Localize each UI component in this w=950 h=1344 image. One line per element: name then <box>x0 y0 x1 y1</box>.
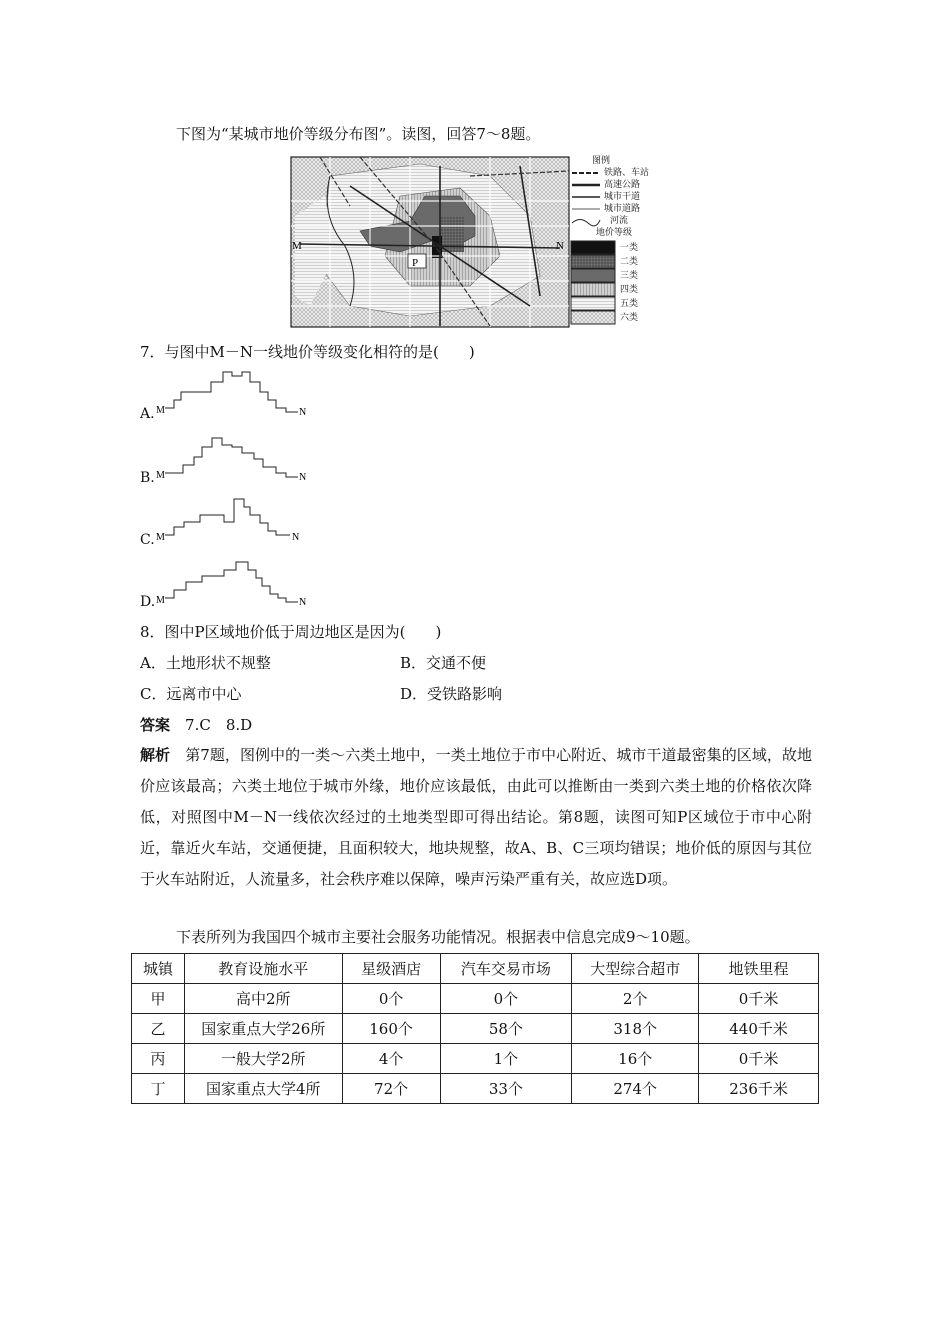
table-cell: 274个 <box>572 1074 699 1104</box>
table-row <box>132 1074 819 1104</box>
header-cell: 城镇 <box>132 954 185 984</box>
n-label: N <box>556 240 564 252</box>
q7-option-b-profile <box>156 433 316 483</box>
table-cell: 58个 <box>440 1014 572 1044</box>
analysis-text: 第7题，图例中的一类～六类土地中，一类土地位于市中心附近、城市干道最密集的区域，故地价应该最高；六类土地位于城市外缘，地价应该最低，由此可以推断由一类到六类土地的价格依次降低，对照图中M－N一线依次经过的土地类型即可得出结论。第8题，读图可知P区域位于市中心附近，靠近火车站，交通便捷，且面积较大，地块规整，故A、B、C三项均错误；地价低的原因与其位于火车站附近，人流量多，社会秩序难以保障，噪声污染严重有关，故应选D项。 <box>140 746 812 888</box>
analysis-paragraph <box>140 740 812 895</box>
m-label: M <box>292 240 302 252</box>
q7-stem: 7．与图中M－N一线地价等级变化相符的是( ) <box>140 343 475 361</box>
svg-text:N: N <box>299 472 307 483</box>
table-cell: 4个 <box>342 1044 440 1074</box>
q8-option-a: A．土地形状不规整 <box>140 654 271 672</box>
land-price-map <box>290 156 570 328</box>
svg-text:N: N <box>299 597 307 608</box>
table-cell: 高中2所 <box>184 984 342 1014</box>
q7-option-d-profile <box>156 558 316 608</box>
q7-option-c-profile <box>156 495 316 545</box>
legend-line-symbols <box>570 168 602 228</box>
legend-class-1: 一类 <box>620 243 639 253</box>
intro-text: 下图为“某城市地价等级分布图”。读图，回答7～8题。 <box>176 125 541 143</box>
legend-title: 图例 <box>592 156 611 166</box>
legend-class-4: 四类 <box>620 285 639 295</box>
table-cell: 0千米 <box>699 1044 819 1074</box>
q8-stem: 8．图中P区域地价低于周边地区是因为( ) <box>140 623 442 641</box>
q7-option-b-label: B. <box>140 470 155 486</box>
svg-text:M: M <box>156 595 165 606</box>
svg-text:N: N <box>292 532 300 543</box>
legend-class-6: 六类 <box>620 313 639 323</box>
q8-option-d: D．受铁路影响 <box>400 685 503 703</box>
legend-railway: 铁路、车站 <box>604 168 650 178</box>
table-row <box>132 984 819 1014</box>
legend-street: 城市道路 <box>604 204 641 214</box>
header-cell: 汽车交易市场 <box>440 954 572 984</box>
header-cell: 大型综合超市 <box>572 954 699 984</box>
table-cell: 1个 <box>440 1044 572 1074</box>
table-cell: 0个 <box>342 984 440 1014</box>
table-cell: 440千米 <box>699 1014 819 1044</box>
table-cell: 0千米 <box>699 984 819 1014</box>
table-cell: 160个 <box>342 1014 440 1044</box>
table-intro: 下表所列为我国四个城市主要社会服务功能情况。根据表中信息完成9～10题。 <box>176 928 700 946</box>
legend-class-2: 二类 <box>620 257 639 267</box>
table-cell: 33个 <box>440 1074 572 1104</box>
header-cell: 地铁里程 <box>699 954 819 984</box>
q7-option-a-label: A. <box>140 406 155 422</box>
table-header-row <box>132 954 819 984</box>
svg-text:M: M <box>156 532 165 543</box>
q8-option-b: B．交通不便 <box>400 654 487 672</box>
table-row <box>132 1014 819 1044</box>
table-cell: 72个 <box>342 1074 440 1104</box>
legend-arterial: 城市干道 <box>604 192 641 202</box>
p-label: P <box>412 257 419 269</box>
legend-land-title: 地价等级 <box>596 228 633 238</box>
table-cell: 甲 <box>132 984 185 1014</box>
q7-option-d-label: D. <box>140 594 156 610</box>
table-row <box>132 1044 819 1074</box>
answer-label: 答案 <box>140 716 171 734</box>
legend-class-5: 五类 <box>620 299 639 309</box>
table-cell: 国家重点大学26所 <box>184 1014 342 1044</box>
table-cell: 丙 <box>132 1044 185 1074</box>
table-cell: 乙 <box>132 1014 185 1044</box>
header-cell: 教育设施水平 <box>184 954 342 984</box>
legend-class-3: 三类 <box>620 271 639 281</box>
legend-river: 河流 <box>610 216 629 226</box>
table-cell: 16个 <box>572 1044 699 1074</box>
q7-option-c-label: C. <box>140 532 155 548</box>
table-cell: 2个 <box>572 984 699 1014</box>
table-cell: 丁 <box>132 1074 185 1104</box>
answer-line <box>140 715 252 735</box>
legend-swatches <box>570 240 616 326</box>
svg-text:M: M <box>156 470 165 481</box>
table-cell: 318个 <box>572 1014 699 1044</box>
header-cell: 星级酒店 <box>342 954 440 984</box>
city-services-table <box>131 953 819 1104</box>
legend-highway: 高速公路 <box>604 180 641 190</box>
answer-text: 7.C 8.D <box>185 716 253 734</box>
table-cell: 0个 <box>440 984 572 1014</box>
table-cell: 236千米 <box>699 1074 819 1104</box>
table-cell: 国家重点大学4所 <box>184 1074 342 1104</box>
table-cell: 一般大学2所 <box>184 1044 342 1074</box>
q8-option-c: C．远离市中心 <box>140 685 242 703</box>
svg-text:M: M <box>156 405 165 416</box>
q7-option-a-profile <box>156 368 316 418</box>
analysis-label: 解析 <box>140 746 171 764</box>
svg-text:N: N <box>299 407 307 418</box>
